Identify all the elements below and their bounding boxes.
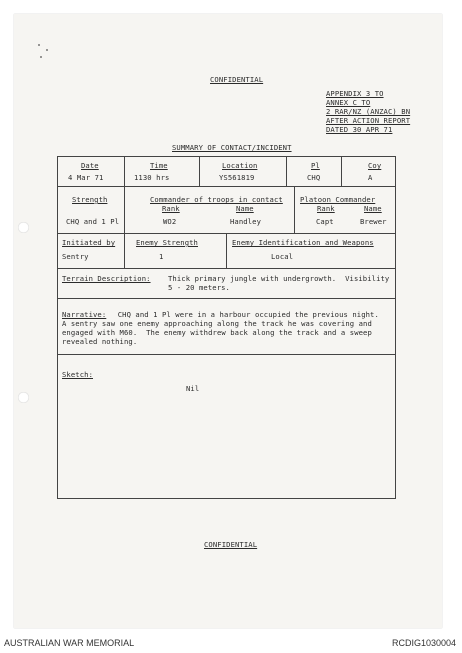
col-divider	[124, 186, 125, 233]
table-border	[57, 156, 396, 157]
narrative-line-3: engaged with M60. The enemy withdrew back along the track and a sweep	[62, 328, 372, 337]
location-value: YS561819	[219, 173, 255, 182]
appendix-line-4: AFTER ACTION REPORT	[326, 116, 411, 125]
name-value: Handley	[230, 217, 261, 226]
terrain-line-2: 5 - 20 meters.	[168, 283, 230, 292]
appendix-line-1: APPENDIX 3 TO	[326, 89, 384, 98]
narrative-line-1: CHQ and 1 Pl were in a harbour occupied the previous night.	[100, 310, 379, 319]
rank-label: Rank	[162, 204, 180, 213]
sketch-value: Nil	[186, 384, 200, 393]
pc-rank-value: Capt	[316, 217, 334, 226]
initiated-by-value: Sentry	[62, 252, 89, 261]
col-divider	[286, 156, 287, 186]
time-label: Time	[150, 161, 168, 170]
initiated-by-label: Initiated by	[62, 238, 116, 247]
terrain-label: Terrain Description:	[62, 274, 151, 283]
row-divider	[57, 268, 396, 269]
enemy-strength-label: Enemy Strength	[136, 238, 198, 247]
row-divider	[57, 186, 396, 187]
rank-value: WO2	[163, 217, 177, 226]
row-divider	[57, 298, 396, 299]
punch-hole	[18, 392, 29, 403]
col-divider	[294, 186, 295, 233]
enemy-identification-label: Enemy Identification and Weapons	[232, 238, 374, 247]
pc-name-label: Name	[364, 204, 382, 213]
strength-label: Strength	[72, 195, 108, 204]
col-divider	[226, 233, 227, 268]
punch-hole	[18, 222, 29, 233]
enemy-identification-value: Local	[271, 252, 294, 261]
narrative-line-2: A sentry saw one enemy approaching along the track he was covering and	[62, 319, 372, 328]
document-id: RCDIG1030004	[391, 638, 456, 648]
coy-value: A	[368, 173, 373, 182]
narrative-line-4: revealed nothing.	[62, 337, 138, 346]
table-border	[57, 156, 58, 499]
appendix-line-3: 2 RAR/NZ (ANZAC) BN	[326, 107, 411, 116]
pl-label: Pl	[311, 161, 320, 170]
date-value: 4 Mar 71	[68, 173, 104, 182]
col-divider	[341, 156, 342, 186]
appendix-line-2: ANNEX C TO	[326, 98, 371, 107]
col-divider	[124, 233, 125, 268]
location-label: Location	[222, 161, 258, 170]
pl-value: CHQ	[307, 173, 321, 182]
appendix-line-5: DATED 30 APR 71	[326, 125, 393, 134]
narrative-label: Narrative:	[62, 310, 107, 319]
platoon-commander-label: Platoon Commander	[300, 195, 376, 204]
row-divider	[57, 354, 396, 355]
date-label: Date	[81, 161, 99, 170]
col-divider	[199, 156, 200, 186]
table-border	[57, 498, 396, 499]
strength-value: CHQ and 1 Pl	[66, 217, 120, 226]
pc-name-value: Brewer	[360, 217, 387, 226]
sketch-label: Sketch:	[62, 370, 93, 379]
commander-label: Commander of troops in contact	[150, 195, 283, 204]
classification-top: CONFIDENTIAL	[210, 75, 264, 84]
speck	[38, 44, 40, 46]
speck	[46, 49, 48, 51]
pc-rank-label: Rank	[317, 204, 335, 213]
name-label: Name	[236, 204, 254, 213]
time-value: 1130 hrs	[134, 173, 170, 182]
coy-label: Coy	[368, 161, 382, 170]
col-divider	[124, 156, 125, 186]
report-title: SUMMARY OF CONTACT/INCIDENT	[172, 143, 292, 152]
table-border	[395, 156, 396, 499]
classification-bottom: CONFIDENTIAL	[204, 540, 258, 549]
speck	[40, 56, 42, 58]
archive-credit: AUSTRALIAN WAR MEMORIAL	[4, 638, 135, 648]
enemy-strength-value: 1	[159, 252, 164, 261]
terrain-line-1: Thick primary jungle with undergrowth. Visibility	[168, 274, 390, 283]
